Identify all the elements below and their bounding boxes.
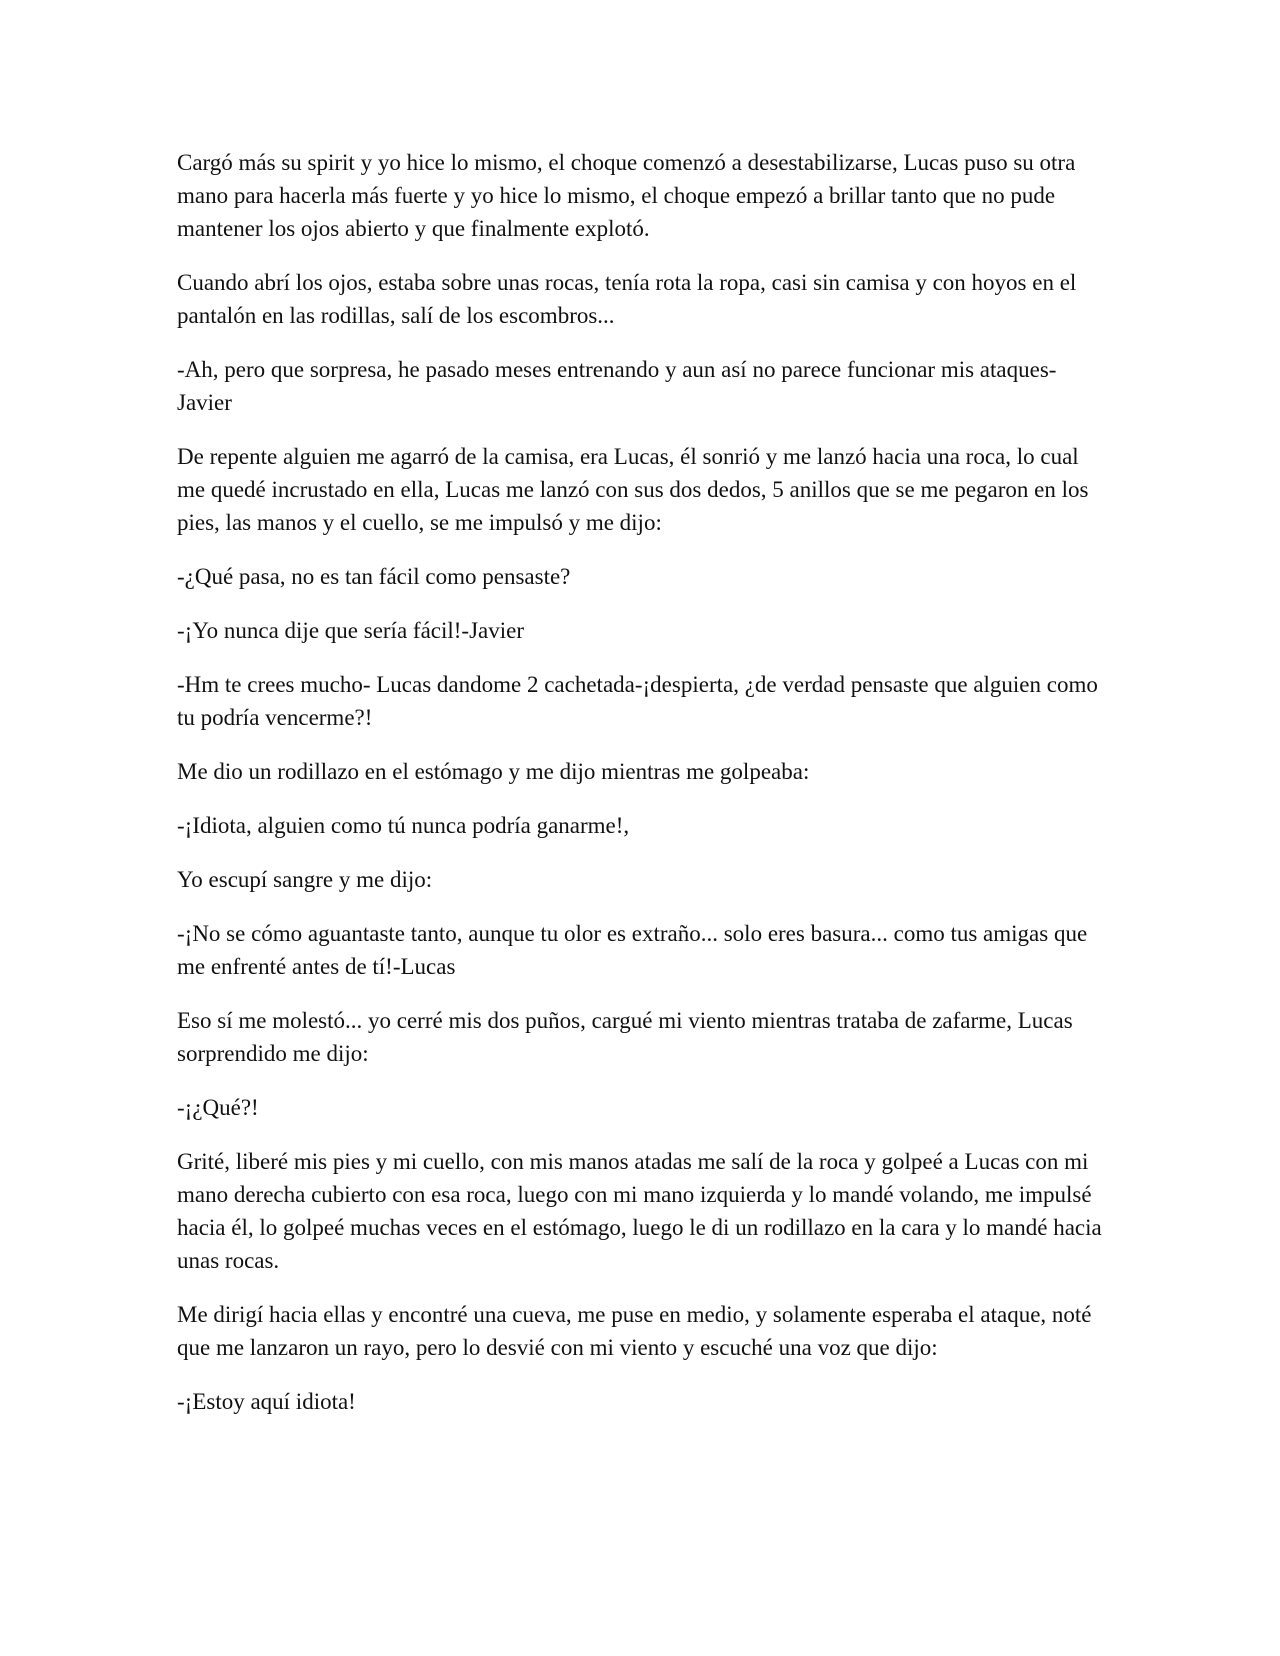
paragraph: -Hm te crees mucho- Lucas dandome 2 cachetada-¡despierta, ¿de verdad pensaste que alguien como tu podría vencerme?!: [177, 672, 1098, 730]
paragraph: Yo escupí sangre y me dijo:: [177, 867, 433, 892]
paragraph: De repente alguien me agarró de la camisa, era Lucas, él sonrió y me lanzó hacia una roca, lo cual me quedé incrustado en ella, Lucas me lanzó con sus dos dedos, 5 anillos que se me pegaron en los pies, las manos y el cuello, se me impulsó y me dijo:: [177, 444, 1089, 535]
paragraph: -¡Estoy aquí idiota!: [177, 1389, 356, 1414]
paragraph: -¡Yo nunca dije que sería fácil!-Javier: [177, 618, 524, 643]
document-body: [177, 146, 1107, 1439]
paragraph: Eso sí me molestó... yo cerré mis dos puños, cargué mi viento mientras trataba de zafarme, Lucas sorprendido me dijo:: [177, 1008, 1073, 1066]
paragraph: Me dirigí hacia ellas y encontré una cueva, me puse en medio, y solamente esperaba el ataque, noté que me lanzaron un rayo, pero lo desvié con mi viento y escuché una voz que dijo:: [177, 1302, 1092, 1360]
paragraph: -¡Idiota, alguien como tú nunca podría ganarme!,: [177, 813, 630, 838]
paragraph: Cargó más su spirit y yo hice lo mismo, el choque comenzó a desestabilizarse, Lucas puso su otra mano para hacerla más fuerte y yo hice lo mismo, el choque empezó a brillar tanto que no pude mantener los ojos abierto y que finalmente explotó.: [177, 150, 1076, 241]
paragraph: -¡¿Qué?!: [177, 1095, 259, 1120]
paragraph: Grité, liberé mis pies y mi cuello, con mis manos atadas me salí de la roca y golpeé a Lucas con mi mano derecha cubierto con esa roca, luego con mi mano izquierda y lo mandé volando, me impulsé hacia él, lo golpeé muchas veces en el estómago, luego le di un rodillazo en la cara y lo mandé hacia unas rocas.: [177, 1149, 1102, 1273]
paragraph: Me dio un rodillazo en el estómago y me dijo mientras me golpeaba:: [177, 759, 810, 784]
paragraph: -Ah, pero que sorpresa, he pasado meses entrenando y aun así no parece funcionar mis ataques-Javier: [177, 357, 1057, 415]
paragraph: Cuando abrí los ojos, estaba sobre unas rocas, tenía rota la ropa, casi sin camisa y con hoyos en el pantalón en las rodillas, salí de los escombros...: [177, 270, 1077, 328]
paragraph: -¿Qué pasa, no es tan fácil como pensaste?: [177, 564, 571, 589]
paragraph: -¡No se cómo aguantaste tanto, aunque tu olor es extraño... solo eres basura... como tus amigas que me enfrenté antes de tí!-Lucas: [177, 921, 1088, 979]
